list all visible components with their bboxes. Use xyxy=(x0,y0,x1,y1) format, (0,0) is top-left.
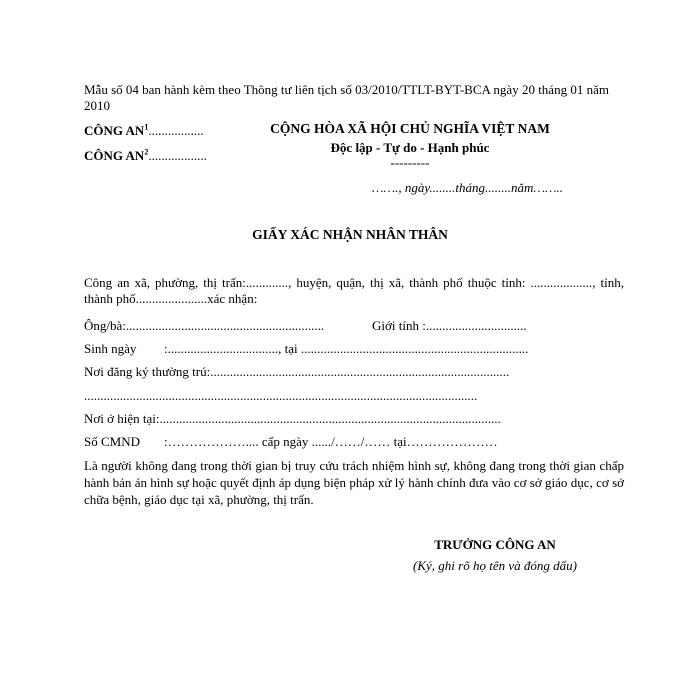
signer-title: TRƯỞNG CÔNG AN xyxy=(434,537,556,552)
form-notice: Mẫu số 04 ban hành kèm theo Thông tư liên tịch số 03/2010/TTLT-BYT-BCA ngày 20 tháng 01 năm 2010 xyxy=(84,82,609,113)
footnote-marker-2: 2 xyxy=(144,147,149,157)
intro-paragraph: Công an xã, phường, thị trấn:............., huyện, quận, thị xã, thành phố thuộc tỉnh: ..................., tỉnh, thành phố......................xác nhận: xyxy=(84,275,624,306)
agency-line-2 xyxy=(84,148,207,164)
name-field: Ông/bà:............................................................. xyxy=(84,318,325,333)
signature-instruction: (Ký, ghi rõ họ tên và đóng dấu) xyxy=(413,558,577,573)
agency-1-label: CÔNG AN xyxy=(84,123,145,138)
agency-2-blank: .................. xyxy=(148,148,207,163)
id-card-field: :……………….... cấp ngày ....../……/…… tại………………… xyxy=(164,434,498,449)
agency-line-1 xyxy=(84,123,204,139)
current-address-field: Nơi ở hiện tại:......................................................................................................... xyxy=(84,411,501,426)
date-line: ……., ngày........tháng........năm…….. xyxy=(372,180,564,195)
gender-field: Giới tính :............................... xyxy=(372,318,527,333)
birth-label: Sinh ngày xyxy=(84,341,137,356)
agency-2-label: CÔNG AN xyxy=(84,148,145,163)
id-card-label: Số CMND xyxy=(84,434,140,449)
statement-paragraph: Là người không đang trong thời gian bị truy cứu trách nhiệm hình sự, không đang trong thời gian chấp hành bản án hình sự hoặc quyết định áp dụng biện pháp xử lý hành chính đưa vào cơ sở giáo dục, cơ sở chữa bệnh, giáo dục tại xã, phường, thị trấn. xyxy=(84,458,624,507)
agency-1-blank: ................. xyxy=(148,123,204,138)
document-title: GIẤY XÁC NHẬN NHÂN THÂN xyxy=(252,227,448,242)
motto-divider: --------- xyxy=(390,155,430,170)
residence-field: Nơi đăng ký thường trú:............................................................................................ xyxy=(84,364,510,379)
national-title: CỘNG HÒA XÃ HỘI CHỦ NGHĨA VIỆT NAM xyxy=(270,121,550,136)
footnote-marker-1: 1 xyxy=(144,122,149,132)
residence-field-continued: ......................................................................................................................... xyxy=(84,388,478,403)
national-motto: Độc lập - Tự do - Hạnh phúc xyxy=(330,140,490,155)
birth-field: :.................................., tại ...................................................................... xyxy=(164,341,529,356)
